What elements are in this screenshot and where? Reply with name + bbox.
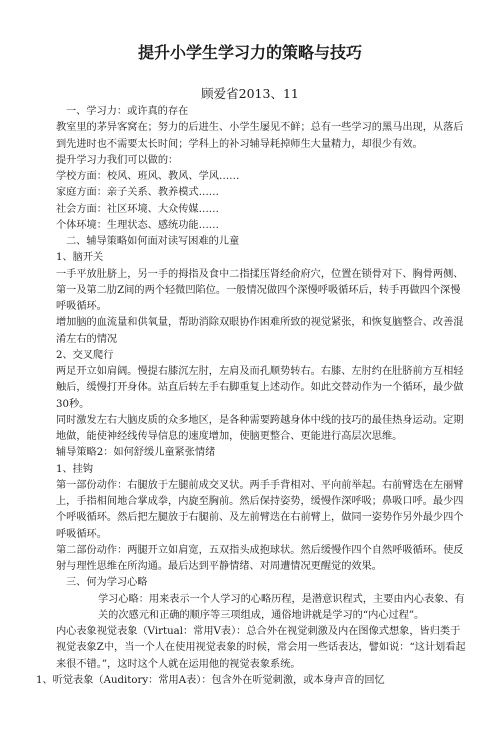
paragraph: 两足开立如肩阔。慢提右膝沉左肘，左肩及而孔顺势转右。右膝、左肘约在肚脐前方互相轻触后，缓慢打开身体。站直后转左手右脚重复上述动作。如此交替动作为一个循环，最少做30秒。 — [56, 366, 464, 410]
paragraph: 提升学习力我们可以做的： — [56, 154, 179, 166]
list-item: 学校方面：校风、班风、教风、学风…… — [56, 171, 240, 182]
author-date-line: 顾爱省2013、11 — [201, 86, 299, 101]
section-heading: 一、学习力：或许真的存在 — [66, 106, 189, 117]
paragraph: 教室里的茅异客窝在；努力的后进生、小学生屡见不鲜；总有一些学习的黑马出现，从落后到先进时也不需要太长时间；学科上的补习辅导耗掉师生大量精力，却很少有效。 — [56, 122, 464, 150]
section-heading: 三、何为学习心略 — [66, 577, 148, 589]
subheading: 1、挂钩 — [56, 463, 94, 475]
list-item: 个体环境：生理状态、感统功能…… — [56, 219, 219, 231]
paragraph: 1、听觉表象（Auditory：常用A表）：包含外在听觉刺激，或本身声音的回忆 — [36, 674, 385, 686]
paragraph: 学习心略：用来表示一个人学习的心略历程，是潜意识程式，主要由内心表象、有关的次感元和正确的顺序等三项组成，通俗地讲就是学习的“内心过程”。 — [98, 593, 465, 621]
paragraph: 同时激发左右大脑皮质的众多地区，是各种需要跨越身体中线的技巧的最佳热身运动。定期地做，能使神经线传导信息的速度增加，使脑更整合、更能进行高层次思维。 — [56, 414, 464, 442]
paragraph: 第二部份动作：两腿开立如肩宽，五双指头成抱球状。然后缓慢作四个自然呼吸循环。使反射与理性思维在所沟通。最后达到平静情绪、对周遭情况更醒觉的效果。 — [56, 544, 464, 572]
paragraph: 一手平放肚脐上，另一手的拇指及食中二指揉压肾经俞府穴，位置在锁骨对下、胸骨两侧、第一及第二肋Z间的两个轻微凹陷位。一般情况做四个深慢呼吸循环后，转手再做四个深慢呼吸循环。 — [56, 268, 464, 312]
document-title: 提升小学生学习力的策略与技巧 — [137, 43, 362, 62]
subheading: 1、脑开关 — [56, 252, 104, 264]
section-heading: 二、辅导策略如何面对读写困难的儿童 — [66, 236, 240, 247]
list-item: 社会方面：社区环境、大众传媒…… — [56, 203, 219, 215]
subheading: 2、交叉爬行 — [56, 349, 114, 361]
paragraph: 第一部份动作：右腿放于左腿前成交叉状。两手手背相对、平向前举起。右前臂迭在左丽臂上，手指相间地合掌成拳，内旋至胸前。然后保持姿势，缓慢作深呼吸；鼻吸口呼。最少四个呼吸循环。然后把左腿放于右腿前、及左前臂迭在右前臂上，做同一姿势作另外最少四个呼吸循环。 — [56, 479, 464, 540]
paragraph: 增加脑的血流量和供氧量，帮助消除双眼协作困难所致的视觉紧张，和恢复脑整合、改善混淆左右的情况 — [56, 317, 464, 345]
paragraph: 内心表象视觉表象（Virtual：常用V表）：总合外在视觉刺激及内在图像式想象，皆归类于视觉表象Z中，当一个人在使用视觉表象的时候，常会用一些话表达，譬如说：“这计划看起来很不错。”，这时这个人就在运用他的视觉表象系统。 — [56, 626, 466, 670]
document-body — [36, 104, 466, 689]
subheading: 辅导策略2：如何舒缓儿童紧张情绪 — [56, 447, 216, 459]
list-item: 家庭方面：亲子关系、教养模式…… — [56, 187, 219, 199]
